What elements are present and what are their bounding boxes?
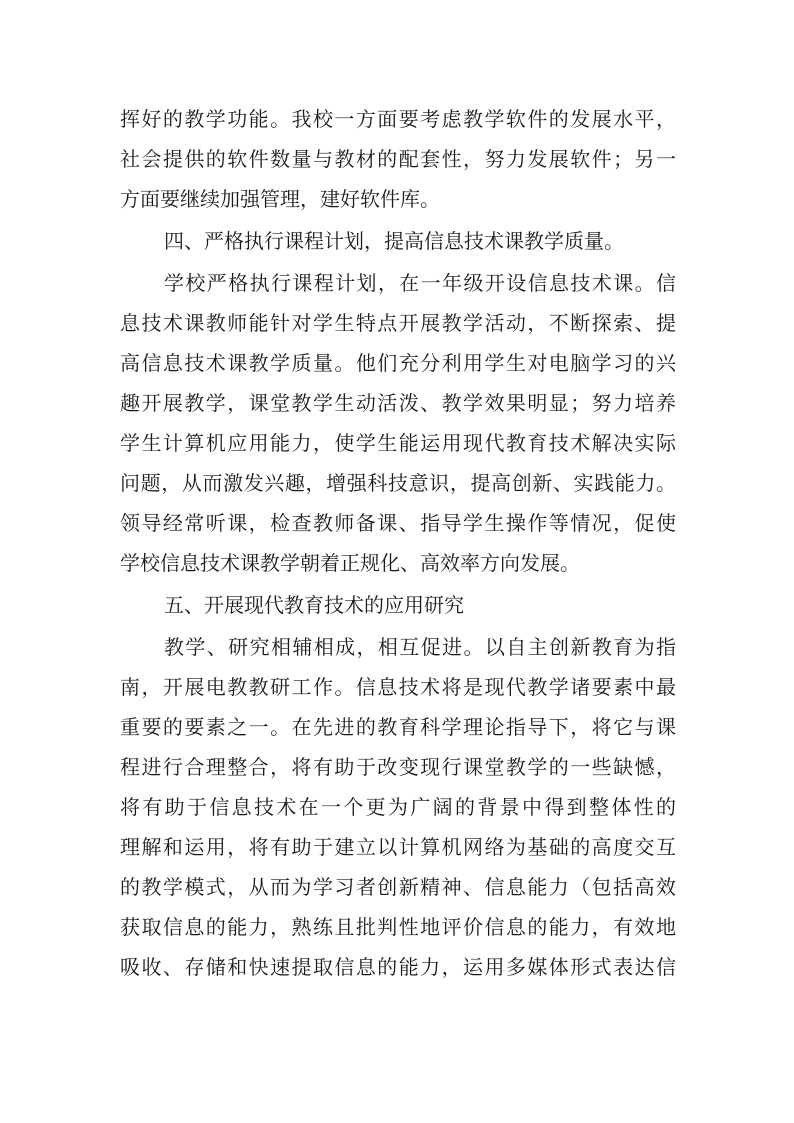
paragraph-line: 挥好的教学功能。我校一方面要考虑教学软件的发展水平，	[120, 107, 676, 131]
paragraph-line: 吸收、存储和快速提取信息的能力，运用多媒体形式表达信	[120, 955, 676, 979]
paragraph-line: 程进行合理整合，将有助于改变现行课堂教学的一些缺憾，	[120, 755, 676, 779]
paragraph-line: 的教学模式，从而为学习者创新精神、信息能力（包括高效	[120, 875, 676, 899]
paragraph-line: 将有助于信息技术在一个更为广阔的背景中得到整体性的	[120, 795, 676, 819]
paragraph-line: 方面要继续加强管理，建好软件库。	[120, 187, 440, 211]
paragraph-line: 重要的要素之一。在先进的教育科学理论指导下，将它与课	[120, 715, 676, 739]
paragraph-line: 社会提供的软件数量与教材的配套性，努力发展软件；另一	[120, 147, 676, 171]
section-heading: 五、开展现代教育技术的应用研究	[164, 593, 464, 617]
paragraph-line: 问题，从而激发兴趣，增强科技意识，提高创新、实践能力。	[120, 471, 676, 495]
paragraph-line: 趣开展教学，课堂教学生动活泼、教学效果明显；努力培养	[120, 391, 676, 415]
section-heading: 四、严格执行课程计划，提高信息技术课教学质量。	[164, 229, 624, 253]
paragraph-line: 学校信息技术课教学朝着正规化、高效率方向发展。	[120, 551, 580, 575]
paragraph-line: 理解和运用，将有助于建立以计算机网络为基础的高度交互	[120, 835, 676, 859]
paragraph-line: 南，开展电教教研工作。信息技术将是现代教学诸要素中最	[120, 675, 676, 699]
paragraph-line: 领导经常听课，检查教师备课、指导学生操作等情况，促使	[120, 511, 676, 535]
paragraph-line: 学校严格执行课程计划，在一年级开设信息技术课。信	[164, 271, 676, 295]
paragraph-line: 获取信息的能力，熟练且批判性地评价信息的能力，有效地	[120, 915, 676, 939]
paragraph-line: 高信息技术课教学质量。他们充分利用学生对电脑学习的兴	[120, 351, 676, 375]
paragraph-line: 学生计算机应用能力，使学生能运用现代教育技术解决实际	[120, 431, 676, 455]
paragraph-line: 教学、研究相辅相成，相互促进。以自主创新教育为指	[164, 635, 676, 659]
paragraph-line: 息技术课教师能针对学生特点开展教学活动，不断探索、提	[120, 311, 676, 335]
